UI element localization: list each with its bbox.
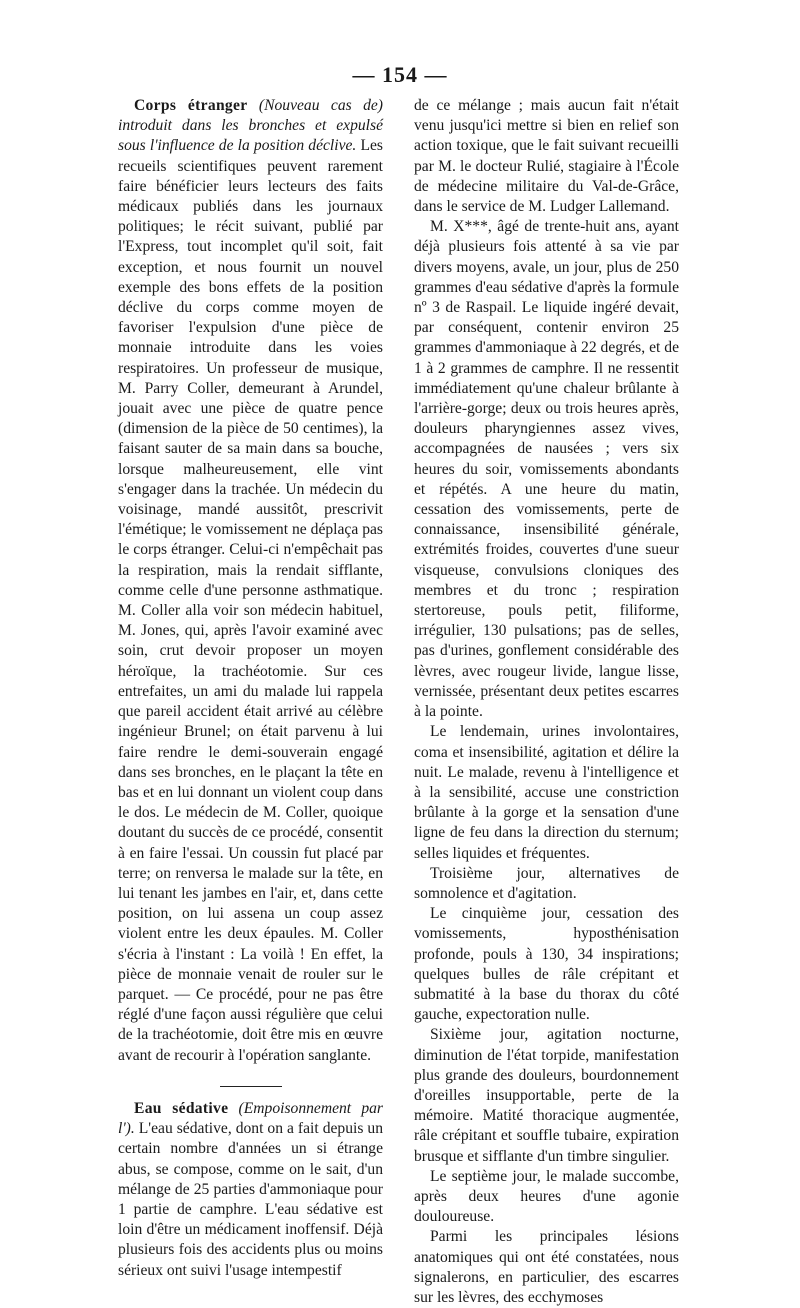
paragraph: Parmi les principales lésions anatomiques qui ont été constatées, nous signalerons, en particulier, des escarres sur les lèvres, des ecchymoses bbox=[414, 1228, 679, 1306]
article-corps-etranger bbox=[118, 96, 383, 1066]
paragraph: Le lendemain, urines involontaires, coma et insensibilité, agitation et délire la nuit. Le malade, revenu à l'intelligence et à la sensibilité, accuse une constriction brûlante à la gorge et la sensation d'une ligne de feu dans la direction du sternum; selles liquides et fréquentes. bbox=[414, 723, 679, 862]
right-column bbox=[414, 96, 679, 1308]
article-subtitle: (Empoisonnement par l'). bbox=[118, 1099, 383, 1138]
paragraph: Le cinquième jour, cessation des vomissements, hyposthénisation profonde, pouls à 130, 34 inspirations; quelques bulles de râle crépitant et submatité à la base du thorax du côté gauche, expectoration nulle. bbox=[414, 905, 679, 1024]
article-subtitle: (Nouveau cas de) introduit dans les bronches et expulsé sous l'influence de la position déclive. bbox=[118, 97, 383, 155]
paragraph: Le septième jour, le malade succombe, après deux heures d'une agonie douloureuse. bbox=[414, 1167, 679, 1226]
article-title: Corps étranger bbox=[134, 97, 248, 114]
article-eau-sedative bbox=[118, 1099, 383, 1281]
left-column bbox=[118, 96, 383, 1281]
article-title: Eau sédative bbox=[134, 1099, 229, 1117]
paragraph: Troisième jour, alternatives de somnolence et d'agitation. bbox=[414, 864, 679, 902]
section-separator bbox=[118, 1073, 383, 1093]
article-body: Les recueils scientifiques peuvent rarement faire bénéficier leurs lecteurs des faits médicaux publiés dans les journaux politiques; le récit suivant, publié par l'Express, tout incomplet qu'il soit, fait exception, et nous fournit un nouvel exemple des bons effets de la position déclive du corps comme moyen de favoriser l'expulsion d'une pièce de monnaie introduite dans les voies respiratoires. Un professeur de musique, M. Parry Coller, demeurant à Arundel, jouait avec une pièce de quatre pence (dimension de la pièce de 50 centimes), la faisant sauter de sa main dans sa bouche, lorsque malheureusement, elle vint s'engager dans la trachée. Un médecin du voisinage, mandé aussitôt, prescrivit l'émétique; le vomissement ne déplaça pas le corps étranger. Celui-ci n'empêchait pas la respiration, mais la rendait sifflante, comme celle d'une personne asthmatique. M. Coller alla voir son médecin habituel, M. Jones, qui, après l'avoir examiné avec soin, crut devoir proposer un moyen héroïque, la trachéotomie. Sur ces entrefaites, un ami du malade lui rappela que pareil accident était arrivé au célèbre ingénieur Brunel; on était parvenu à lui faire rendre le demi-souverain engagé dans ses bronches, en le plaçant la tête en bas et en lui donnant un violent coup dans le dos. Le médecin de M. Coller, quoique doutant du succès de ce procédé, consentit à en faire l'essai. Un coussin fut placé par terre; on renversa le malade sur la tête, en lui tenant les jambes en l'air, et, dans cette position, on lui assena un coup assez violent entre les deux épaules. M. Coller s'écria à l'instant : La voilà ! En effet, la pièce de monnaie venait de rouler sur le parquet. — Ce procédé, pour ne pas être réglé d'une façon aussi régulière que celui de la trachéotomie, doit être mis en œuvre avant de recourir à l'opération sanglante. bbox=[118, 137, 383, 1064]
page-number: — 154 — bbox=[352, 62, 448, 87]
paragraph: de ce mélange ; mais aucun fait n'était venu jusqu'ici mettre si bien en relief son action toxique, que le fait suivant recueilli par M. le docteur Rulié, stagiaire à l'École de médecine militaire du Val-de-Grâce, dans le service de M. Ludger Lallemand. bbox=[414, 97, 679, 216]
paragraph: M. X***, âgé de trente-huit ans, ayant déjà plusieurs fois attenté à sa vie par divers moyens, avale, un jour, plus de 250 grammes d'eau sédative d'après la formule nº 3 de Raspail. Le liquide ingéré devait, par conséquent, contenir environ 25 grammes d'ammoniaque à 22 degrés, et de 1 à 2 grammes de camphre. Il ne ressentit immédiatement qu'une chaleur brûlante à l'arrière-gorge; deux ou trois heures après, douleurs pharyngiennes assez vives, accompagnées de nausées ; vers six heures du soir, vomissements abondants et répétés. A une heure du matin, cessation des vomissements, perte de connaissance, insensibilité générale, extrémités froides, couvertes d'une sueur visqueuse, convulsions cloniques des membres et du tronc ; respiration stertoreuse, pouls petit, filiforme, irrégulier, 130 pulsations; pas de selles, pas d'urines, gonflement considérable des lèvres, avec rougeur livide, langue lisse, vernissée, présentant deux petites escarres à la pointe. bbox=[414, 218, 679, 721]
paragraph: Sixième jour, agitation nocturne, diminution de l'état torpide, manifestation plus grande des douleurs, bourdonnement d'oreilles insupportable, perte de la mémoire. Matité thoracique augmentée, râle crépitant et souffle tubaire, expiration brusque et sifflante d'un timbre singulier. bbox=[414, 1026, 679, 1165]
article-body: L'eau sédative, dont on a fait depuis un certain nombre d'années un si étrange abus, se compose, comme on le sait, d'un mélange de 25 parties d'ammoniaque pour 1 partie de camphre. L'eau sédative est loin d'être un médicament inoffensif. Déjà plusieurs fois des accidents plus ou moins sérieux ont suivi l'usage intempestif bbox=[118, 1120, 383, 1279]
